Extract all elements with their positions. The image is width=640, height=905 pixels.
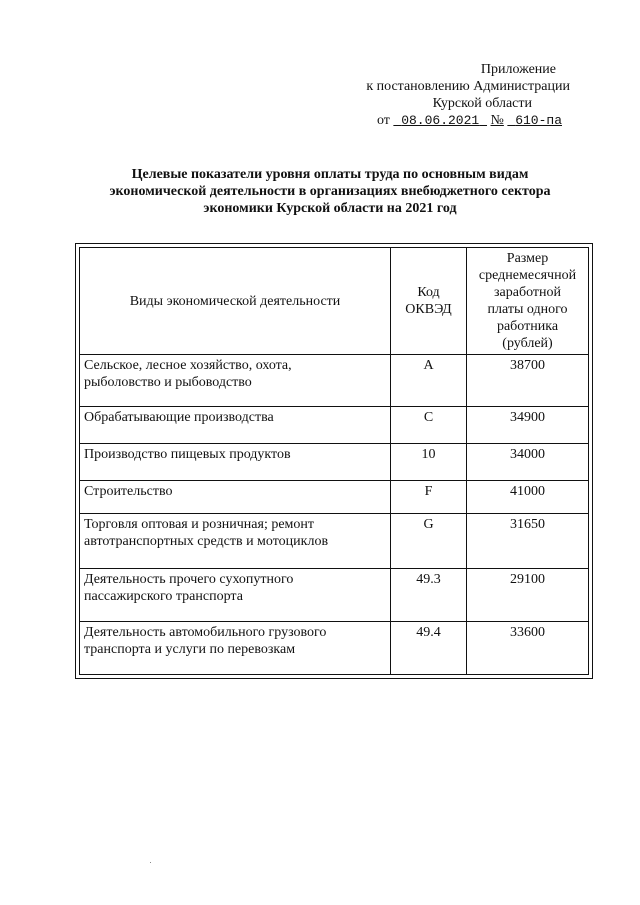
table-row bbox=[80, 355, 589, 407]
number-prefix: № bbox=[490, 113, 504, 128]
salary-table bbox=[79, 247, 589, 675]
salary-cell: 41000 bbox=[467, 481, 589, 514]
header-salary: Размер среднемесячной заработной платы одного работника (рублей) bbox=[467, 248, 589, 355]
table-row bbox=[80, 481, 589, 514]
appendix-line-2: к постановлению Администрации bbox=[366, 79, 570, 94]
salary-cell: 34900 bbox=[467, 407, 589, 444]
title-line-3: экономики Курской области на 2021 год bbox=[203, 201, 457, 216]
appendix-line-3: Курской области bbox=[432, 96, 532, 111]
appendix-block bbox=[310, 61, 570, 129]
table-row bbox=[80, 514, 589, 569]
code-cell: F bbox=[391, 481, 467, 514]
date-prefix: от bbox=[376, 113, 390, 128]
scan-speck bbox=[150, 862, 151, 863]
code-cell: 49.3 bbox=[391, 569, 467, 622]
table-row bbox=[80, 407, 589, 444]
activity-cell: Сельское, лесное хозяйство, охота, рыболовство и рыбоводство bbox=[80, 355, 391, 407]
document-date: 08.06.2021 bbox=[401, 113, 480, 128]
code-cell: C bbox=[391, 407, 467, 444]
table-row bbox=[80, 569, 589, 622]
activity-cell: Деятельность автомобильного грузового транспорта и услуги по перевозкам bbox=[80, 622, 391, 675]
table-header-row bbox=[80, 248, 589, 355]
code-cell: 10 bbox=[391, 444, 467, 481]
activity-cell: Производство пищевых продуктов bbox=[80, 444, 391, 481]
document-number: 610-па bbox=[515, 113, 562, 128]
table-row bbox=[80, 622, 589, 675]
activity-cell: Строительство bbox=[80, 481, 391, 514]
header-activity: Виды экономической деятельности bbox=[80, 248, 391, 355]
appendix-date-line bbox=[310, 112, 570, 129]
code-cell: 49.4 bbox=[391, 622, 467, 675]
document-title bbox=[70, 166, 590, 217]
salary-cell: 31650 bbox=[467, 514, 589, 569]
activity-cell: Деятельность прочего сухопутного пассажирского транспорта bbox=[80, 569, 391, 622]
header-code: Код ОКВЭД bbox=[391, 248, 467, 355]
activity-cell: Обрабатывающие производства bbox=[80, 407, 391, 444]
salary-cell: 33600 bbox=[467, 622, 589, 675]
title-line-2: экономической деятельности в организациях внебюджетного сектора bbox=[109, 184, 551, 199]
salary-cell: 38700 bbox=[467, 355, 589, 407]
salary-cell: 29100 bbox=[467, 569, 589, 622]
table-row bbox=[80, 444, 589, 481]
title-line-1: Целевые показатели уровня оплаты труда по основным видам bbox=[131, 167, 529, 182]
code-cell: A bbox=[391, 355, 467, 407]
code-cell: G bbox=[391, 514, 467, 569]
appendix-line-1: Приложение bbox=[480, 62, 556, 77]
salary-cell: 34000 bbox=[467, 444, 589, 481]
activity-cell: Торговля оптовая и розничная; ремонт автотранспортных средств и мотоциклов bbox=[80, 514, 391, 569]
